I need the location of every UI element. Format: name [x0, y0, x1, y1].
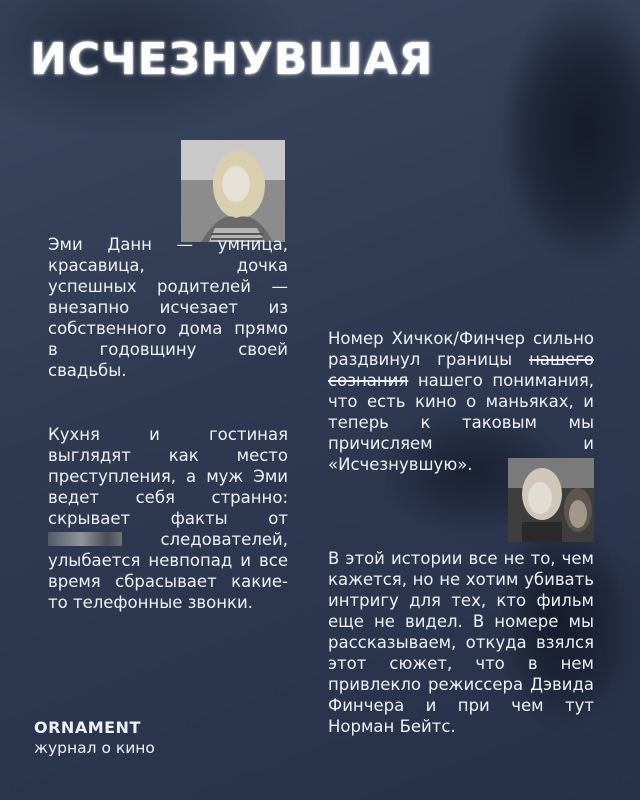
- magazine-brand: [34, 718, 155, 757]
- right-paragraph-1: [328, 328, 594, 475]
- right-paragraph-1-end: нашего понимания, что есть кино о маньяках, и теперь к таковым мы причисляем и «Исчезнувшую».: [328, 371, 595, 474]
- background-blur-shape: [520, 40, 640, 230]
- couple-still-photo: [508, 458, 594, 542]
- right-paragraph-2: В этой истории все не то, чем кажется, но не хотим убивать интригу для тех, кто фильм еще не видел. В номере мы рассказываем, откуда взялся этот сюжет, что в нем привлекло режиссера Дэвида Финчера и при чем тут Норман Бейтс.: [328, 549, 594, 736]
- brand-tagline: журнал о кино: [34, 739, 155, 757]
- left-paragraph-1: Эми Данн — умница, красавица, дочка успешных родителей — внезапно исчезает из собственного дома прямо в годовщину своей свадьбы.: [48, 235, 288, 380]
- portrait-illustration: [181, 140, 285, 242]
- right-paragraph-1-start: Номер Хичкок/Финчер сильно раздвинул границы: [328, 329, 594, 369]
- left-paragraph-2: [48, 424, 288, 613]
- amy-portrait-photo: [181, 140, 285, 242]
- left-paragraph-2-end: следователей, улыбается невпопад и все время сбрасывает какие-то телефонные звонки.: [48, 530, 288, 612]
- brand-name: ORNAMENT: [34, 718, 141, 737]
- couple-illustration: [508, 458, 594, 542]
- struck-through-text: нашего сознания: [328, 350, 594, 390]
- redacted-image-strip: [48, 532, 122, 546]
- page-title: ИСЧЕЗНУВШАЯ: [30, 34, 434, 85]
- left-paragraph-2-start: Кухня и гостиная выглядят как место преступления, а муж Эми ведет себя странно: скрывает факты от: [48, 425, 288, 528]
